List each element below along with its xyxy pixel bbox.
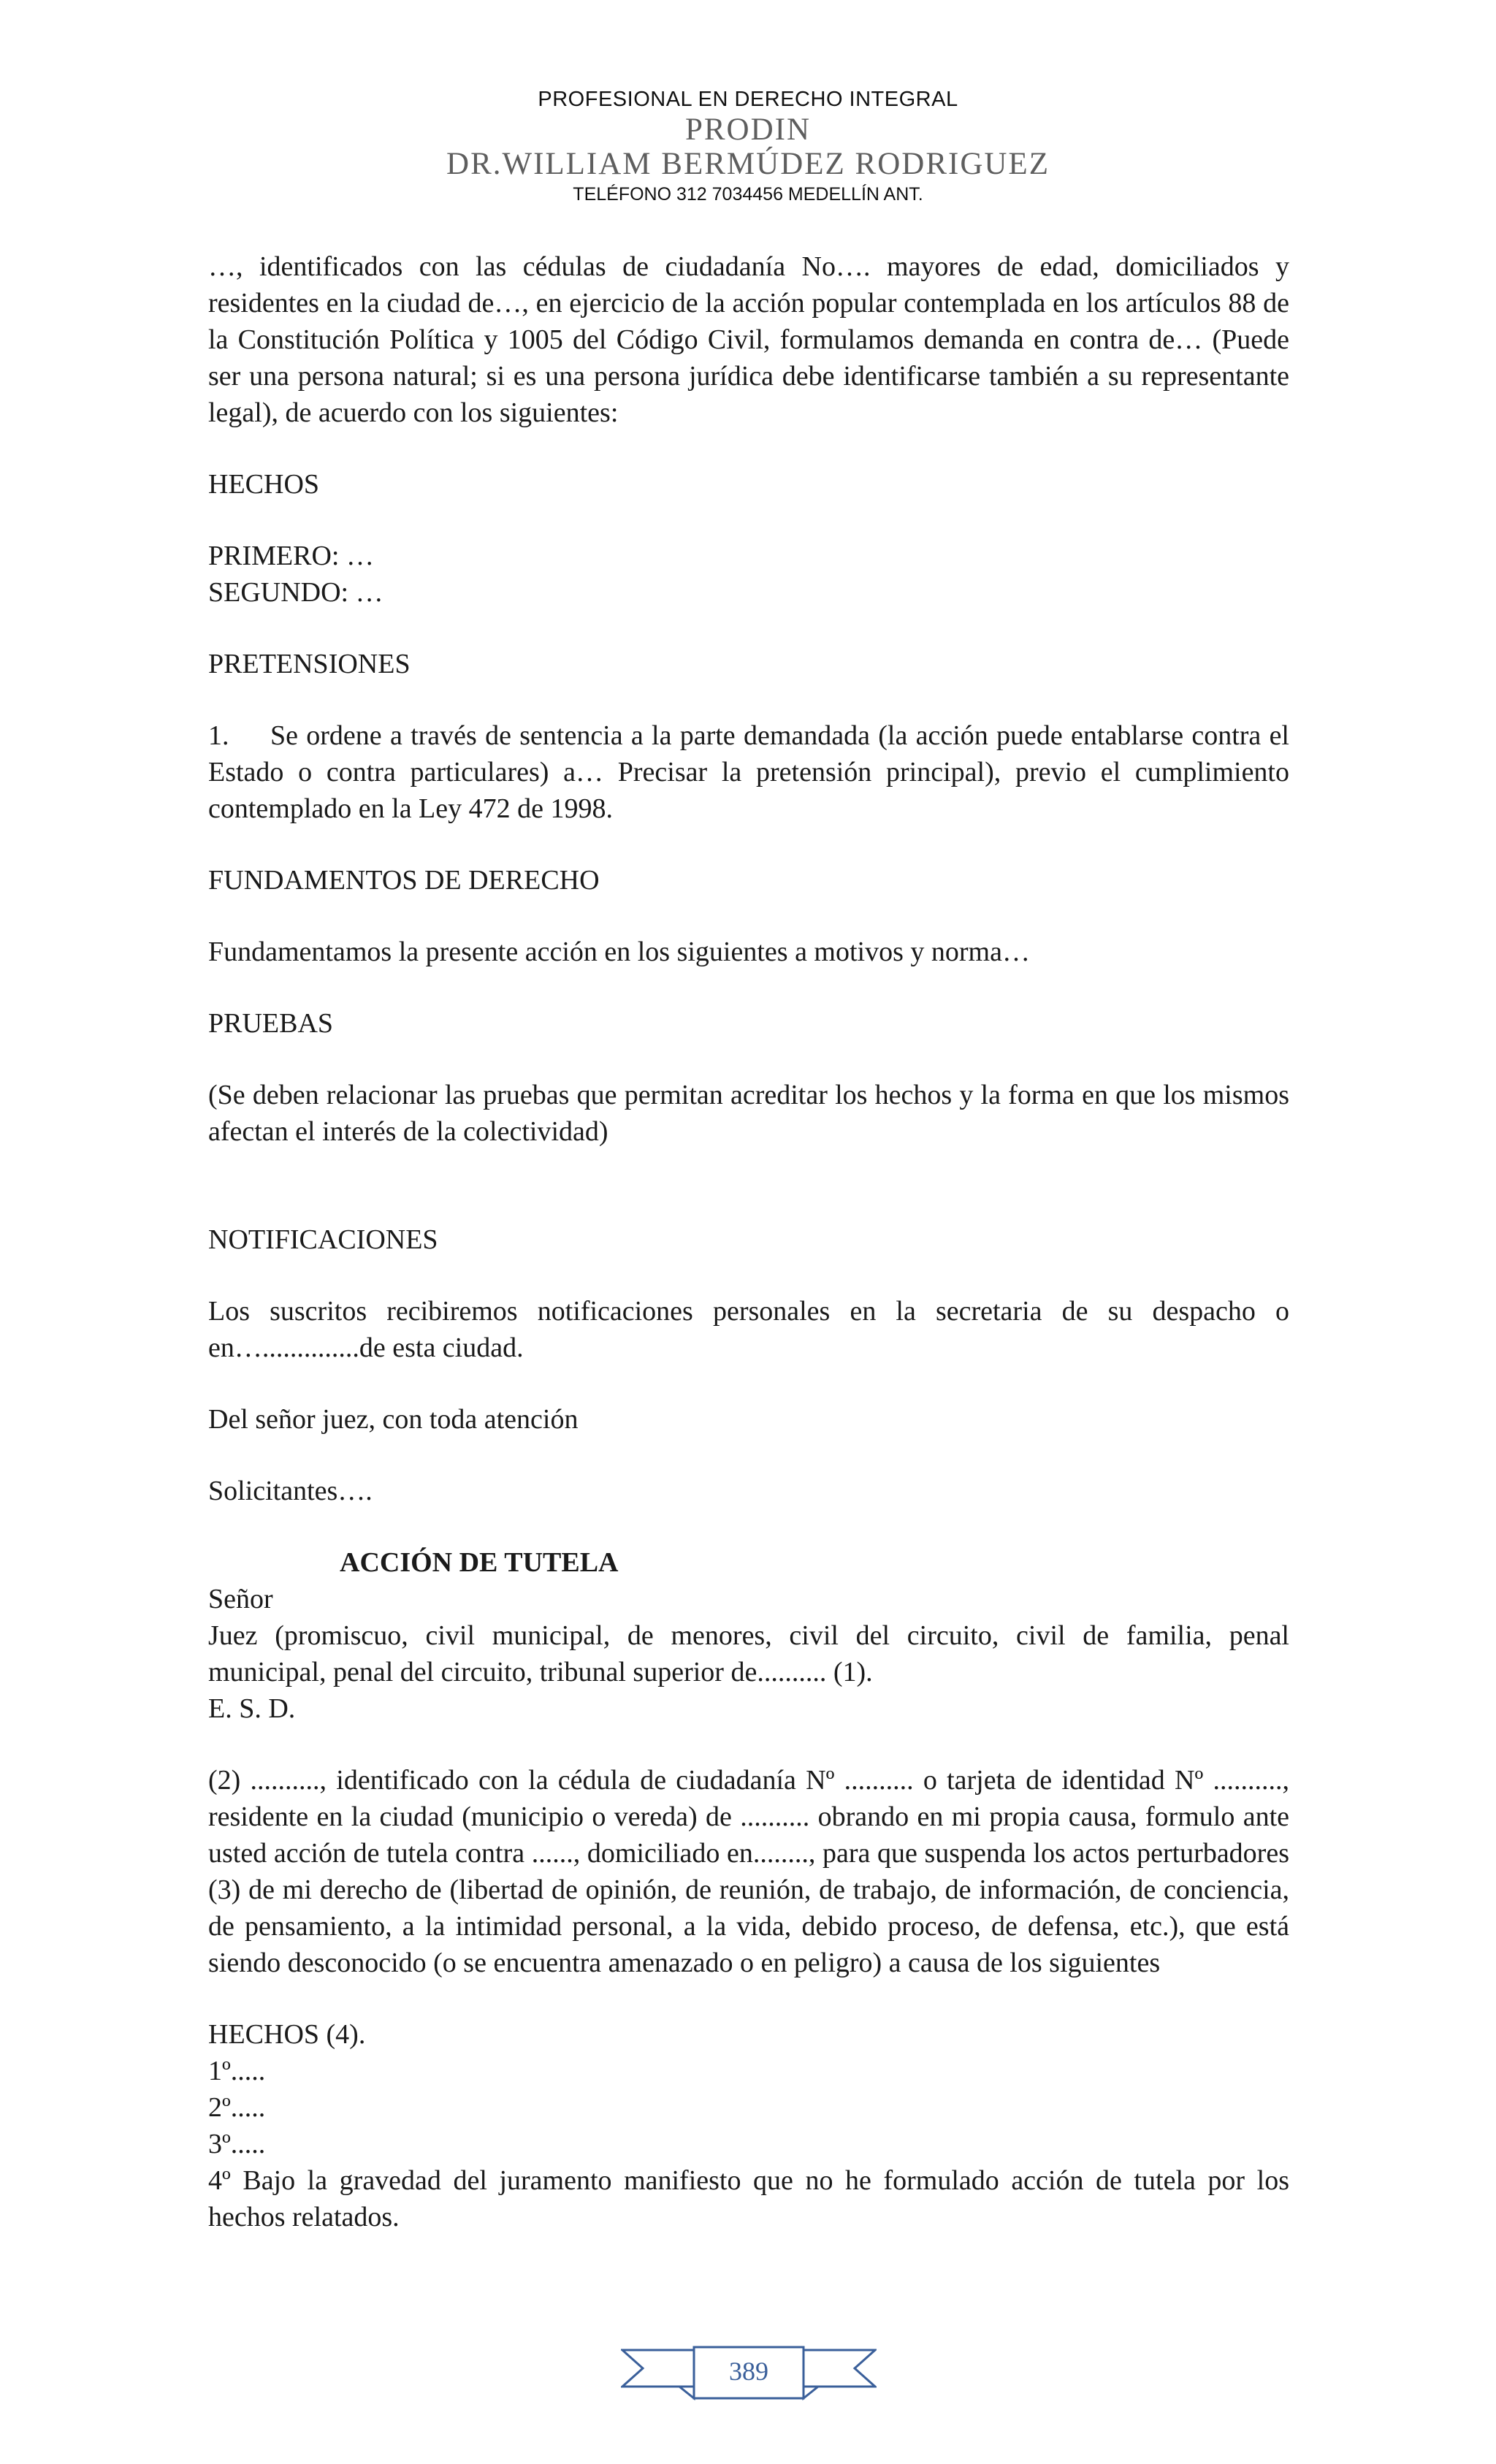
hechos-item-2: SEGUNDO: … [208,577,383,608]
letterhead-brand: PRODIN [684,112,812,147]
document-body [208,248,1289,2235]
pretension-item [208,717,1289,827]
notificaciones-heading: NOTIFICACIONES [208,1224,438,1255]
notificaciones-text: Los suscritos recibiremos notificaciones personales en la secretaria de su despacho o en…..............de esta ciudad. [208,1296,1289,1363]
pretensiones-heading: PRETENSIONES [208,649,411,679]
page-number: 389 [729,2357,768,2386]
page-footer [621,2341,877,2407]
tutela-hecho-3: 3º..... [208,2129,266,2159]
hechos-item-1: PRIMERO: … [208,541,374,571]
tutela-juez: Juez (promiscuo, civil municipal, de menores, civil del circuito, civil de familia, penal municipal, penal del circuito, tribunal superior de.......... (1). [208,1620,1289,1687]
fundamentos-heading: FUNDAMENTOS DE DERECHO [208,865,600,896]
pretension-number: 1. [208,720,229,751]
tutela-title: ACCIÓN DE TUTELA [340,1547,619,1578]
tutela-hecho-2: 2º..... [208,2092,266,2123]
fundamentos-text: Fundamentamos la presente acción en los siguientes a motivos y norma… [208,937,1030,967]
tutela-hecho-4: 4º Bajo la gravedad del juramento manifiesto que no he formulado acción de tutela por los hechos relatados. [208,2165,1289,2232]
pruebas-text: (Se deben relacionar las pruebas que permitan acreditar los hechos y la forma en que los mismos afectan el interés de la colectividad) [208,1080,1289,1147]
pretension-text: Se ordene a través de sentencia a la parte demandada (la acción puede entablarse contra el Estado o contra particulares) a… Precisar la pretensión principal), previo el cumplimiento contemplado en la Ley 472 de 1998. [208,720,1289,824]
tutela-esd: E. S. D. [208,1693,296,1724]
tutela-senor: Señor [208,1584,273,1614]
tutela-hechos-heading: HECHOS (4). [208,2019,366,2050]
pruebas-heading: PRUEBAS [208,1008,334,1039]
letterhead [0,86,1496,206]
popular-intro: …, identificados con las cédulas de ciudadanía No…. mayores de edad, domiciliados y residentes en la ciudad de…, en ejercicio de la acción popular contemplada en los artículos 88 de la Constitución Política y 1005 del Código Civil, formulamos demanda en contra de… (Puede ser una persona natural; si es una persona jurídica debe identificarse también a su representante legal), de acuerdo con los siguientes: [208,251,1289,428]
closing-line: Del señor juez, con toda atención [208,1404,579,1435]
letterhead-telephone: TELÉFONO 312 7034456 MEDELLÍN ANT. [573,184,923,205]
hechos-heading: HECHOS [208,469,320,500]
solicitantes-line: Solicitantes…. [208,1476,373,1506]
letterhead-org: PROFESIONAL EN DERECHO INTEGRAL [538,88,958,111]
tutela-hecho-1: 1º..... [208,2056,266,2086]
tutela-body: (2) .........., identificado con la cédula de ciudadanía Nº .......... o tarjeta de identidad Nº .........., residente en la ciudad (municipio o vereda) de .......... obrando en mi propia causa, formulo ante usted acción de tutela contra ......, domiciliado en........, para que suspenda los actos perturbadores (3) de mi derecho de (libertad de opinión, de reunión, de trabajo, de información, de conciencia, de pensamiento, a la intimidad personal, a la vida, debido proceso, de defensa, etc.), que está siendo desconocido (o se encuentra amenazado o en peligro) a causa de los siguientes [208,1765,1289,1978]
letterhead-name: DR.WILLIAM BERMÚDEZ RODRIGUEZ [446,147,1050,181]
